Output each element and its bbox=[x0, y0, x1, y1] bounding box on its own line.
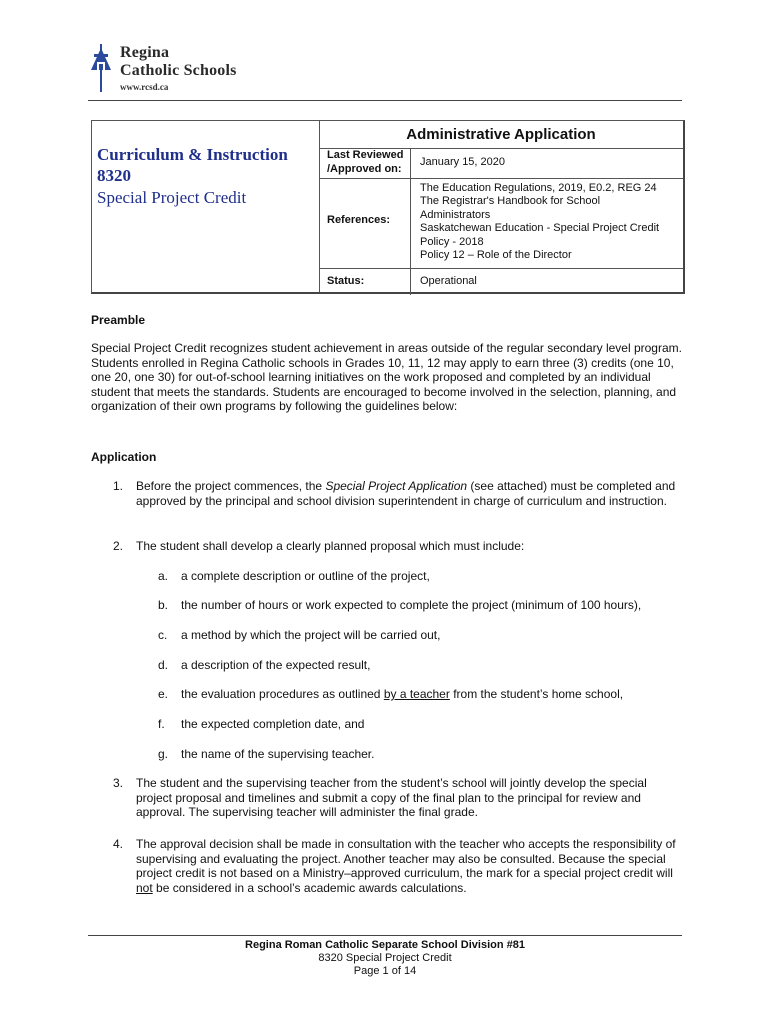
reviewed-label-line1: Last Reviewed bbox=[327, 149, 404, 161]
reference-item: The Registrar's Handbook for School bbox=[420, 195, 601, 208]
item-number: 2. bbox=[113, 539, 124, 553]
reviewed-row bbox=[319, 148, 683, 179]
sub-item-text: a description of the expected result, bbox=[181, 658, 371, 672]
policy-header-table bbox=[91, 120, 685, 294]
sub-item-letter: g. bbox=[158, 747, 169, 761]
sub-item-text: the name of the supervising teacher. bbox=[181, 747, 375, 761]
reviewed-label-line2: /Approved on: bbox=[327, 162, 402, 175]
footer-policy-name: 8320 Special Project Credit bbox=[318, 952, 452, 964]
preamble-heading: Preamble bbox=[91, 313, 146, 327]
sub-item-text: a method by which the project will be carried out, bbox=[181, 628, 441, 642]
reference-item: Administrators bbox=[420, 208, 491, 221]
sub-item-text: the evaluation procedures as outlined by a teacher from the student’s home school, bbox=[181, 687, 624, 701]
references-label: References: bbox=[319, 178, 411, 268]
logo-url: www.rcsd.ca bbox=[120, 82, 169, 92]
reference-item: Policy - 2018 bbox=[420, 235, 484, 248]
sub-item-letter: c. bbox=[158, 628, 168, 642]
reviewed-label bbox=[319, 148, 411, 178]
status-label: Status: bbox=[319, 268, 411, 295]
underlined-not: not bbox=[136, 880, 153, 895]
school-logo bbox=[88, 42, 288, 98]
sub-item-letter: a. bbox=[158, 569, 169, 583]
header-divider bbox=[88, 100, 682, 101]
sub-item-text: the number of hours or work expected to complete the project (minimum of 100 hours), bbox=[181, 598, 642, 612]
sub-item-text: the expected completion date, and bbox=[181, 717, 365, 731]
reference-item: The Education Regulations, 2019, E0.2, REG 24 bbox=[420, 182, 657, 194]
sub-item-letter: f. bbox=[158, 717, 165, 731]
policy-meta-cell bbox=[319, 121, 683, 292]
preamble-text: Special Project Credit recognizes student achievement in areas outside of the regular secondary level program. Students enrolled in Regina Catholic schools in Grades 10, 11, 12 may apply to earn three (3) credits (one 10, one 20, one 30) for out-of-school learning initiatives on the work proposed and completed by an individual student that meets the standards. Students are encouraged to become involved in the selection, planning, and organization of their own programs by following the guidelines below: bbox=[91, 341, 682, 414]
policy-title-cell bbox=[92, 121, 320, 292]
logo-text-regina: Regina bbox=[120, 44, 170, 61]
reviewed-date: January 15, 2020 bbox=[420, 156, 506, 168]
reference-item: Saskatchewan Education - Special Project Credit bbox=[420, 222, 660, 235]
reference-item: Policy 12 – Role of the Director bbox=[420, 249, 572, 262]
administrative-application-heading: Administrative Application bbox=[319, 121, 683, 149]
sub-item-text: a complete description or outline of the project, bbox=[181, 569, 430, 583]
item-number: 1. bbox=[113, 479, 124, 493]
footer-divider bbox=[88, 935, 682, 936]
policy-number: 8320 bbox=[97, 166, 131, 185]
item-text: Before the project commences, the Special Project Application (see attached) must be completed and approved by the principal and school division superintendent in charge of curriculum and instruction. bbox=[136, 479, 676, 508]
special-project-application-reference: Special Project Application bbox=[325, 479, 468, 493]
sub-item-letter: d. bbox=[158, 658, 169, 672]
item-text: The approval decision shall be made in consultation with the teacher who accepts the responsibility of supervising and evaluating the project. Another teacher may also be consulted. Because the special project credit is not based on a Ministry–approved curriculum, the mark for a special project credit will not be considered in a school’s academic awards calculations. bbox=[136, 837, 676, 895]
policy-subtitle: Special Project Credit bbox=[97, 188, 247, 207]
underlined-by-a-teacher: by a teacher bbox=[383, 687, 450, 701]
status-row bbox=[319, 268, 683, 295]
item-text: The student and the supervising teacher from the student’s school will jointly develop the special project proposal and timelines and submit a copy of the final plan to the principal for review and approval. The supervising teacher will administer the final grade. bbox=[136, 776, 647, 820]
footer-division-name: Regina Roman Catholic Separate School Division #81 bbox=[245, 939, 525, 951]
sub-item-letter: b. bbox=[158, 598, 169, 612]
item-number: 3. bbox=[113, 776, 124, 790]
status-value: Operational bbox=[420, 275, 477, 287]
sub-item-letter: e. bbox=[158, 687, 169, 701]
item-number: 4. bbox=[113, 837, 124, 851]
item-text: The student shall develop a clearly planned proposal which must include: bbox=[136, 539, 525, 553]
footer-page-number: Page 1 of 14 bbox=[353, 965, 417, 977]
cross-logo-icon bbox=[88, 42, 116, 94]
references-list bbox=[420, 182, 679, 262]
policy-category: Curriculum & Instruction bbox=[97, 145, 288, 164]
logo-text-catholic-schools: Catholic Schools bbox=[120, 62, 237, 79]
application-heading: Application bbox=[91, 450, 157, 464]
references-row bbox=[319, 178, 683, 269]
